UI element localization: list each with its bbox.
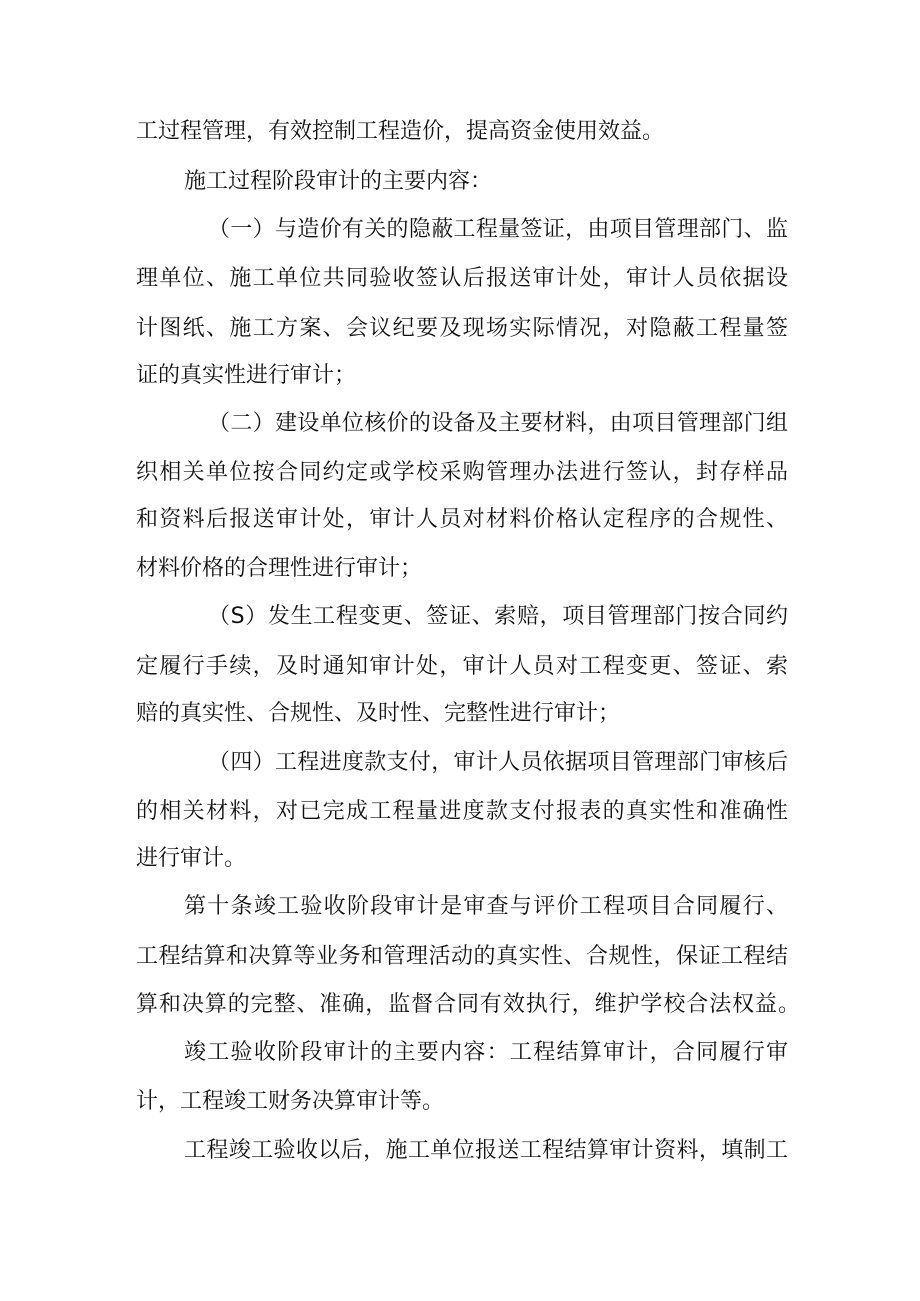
paragraph-line-1: 工过程管理，有效控制工程造价，提高资金使用效益。 [136,119,665,144]
item-2-line-3: 和资料后报送审计处，审计人员对材料价格认定程序的合规性、 [136,507,788,532]
section-heading-construction-audit: 施工过程阶段审计的主要内容： [184,169,493,194]
settlement-paragraph-line-1: 工程竣工验收以后，施工单位报送工程结算审计资料，填制工 [184,1138,788,1163]
article-10-line-1: 第十条竣工验收阶段审计是审查与评价工程项目合同履行、 [184,894,788,919]
item-2-line-1: （二）建设单位核价的设备及主要材料，由项目管理部门组 [208,411,788,436]
item-1-line-4: 证的真实性进行审计； [136,363,357,388]
item-3-line-3: 赔的真实性、合规性、及时性、完整性进行审计； [136,701,621,726]
item-2-line-2: 织相关单位按合同约定或学校采购管理办法进行签认，封存样品 [136,460,788,485]
item-4-line-2: 的相关材料，对已完成工程量进度款支付报表的真实性和准确性 [136,799,788,824]
item-3-line-1: （S）发生工程变更、签证、索赔，项目管理部门按合同约 [208,604,788,629]
item-2-line-4: 材料价格的合理性进行审计； [136,556,423,581]
article-10-line-3: 算和决算的完整、准确，监督合同有效执行，维护学校合法权益。 [136,992,800,1017]
item-1-line-1: （一）与造价有关的隐蔽工程量签证，由项目管理部门、监 [208,217,788,242]
item-1-line-3: 计图纸、施工方案、会议纪要及现场实际情况，对隐蔽工程量签 [136,316,788,341]
completion-audit-line-2: 计，工程竣工财务决算审计等。 [136,1089,445,1114]
article-10-line-2: 工程结算和决算等业务和管理活动的真实性、合规性，保证工程结 [136,944,788,969]
item-4-line-3: 进行审计。 [136,846,247,871]
item-1-line-2: 理单位、施工单位共同验收签认后报送审计处，审计人员依据设 [136,266,788,291]
item-4-line-1: （四）工程进度款支付，审计人员依据项目管理部门审核后 [208,750,788,775]
item-3-line-2: 定履行手续，及时通知审计处，审计人员对工程变更、签证、索 [136,654,788,679]
completion-audit-line-1: 竣工验收阶段审计的主要内容：工程结算审计，合同履行审 [184,1040,788,1065]
